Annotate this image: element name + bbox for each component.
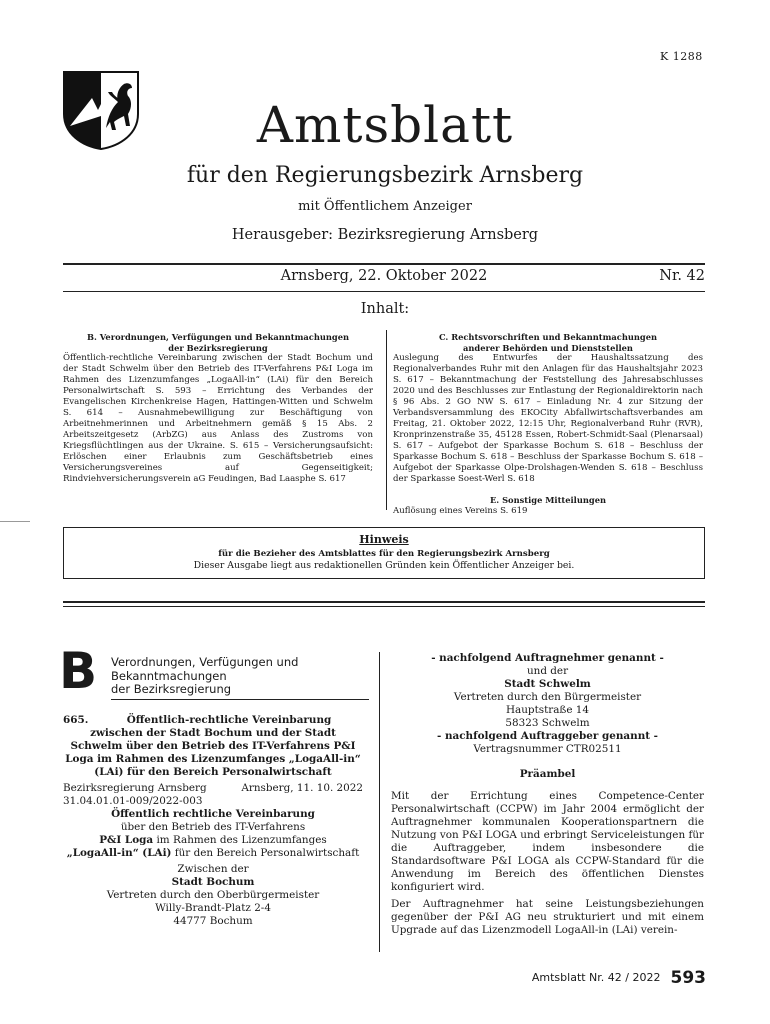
party-city: 44777 Bochum — [173, 915, 253, 927]
paragraph: Mit der Errichtung eines Competence-Center Personalwirtschaft (CCPW) im Jahr 2004 ermöglicht der Auftragnehmer kommunalen Kooperationspartnern die Nutzung von P&I LOGA und erbringt Serviceleistungen für die Auftraggeber, indem insbesondere die Standardsoftware P&I LOGA als CCPW-Standard für die Anwendung im Bereich des öffentlichen Dienstes konfiguriert wird. — [391, 790, 704, 893]
party-representative: Vertreten durch den Bürgermeister — [453, 691, 642, 703]
column-divider — [379, 652, 380, 952]
contents-label: Inhalt: — [360, 301, 410, 317]
divider — [63, 263, 705, 265]
agreement-line: über den Betrieb des IT-Verfahrens — [120, 821, 306, 833]
agreement-text: für den Bereich Personalwirtschaft — [171, 847, 360, 859]
notice-title: Hinweis — [359, 533, 409, 546]
agreement-bold: P&I Loga — [99, 834, 154, 846]
contents-column-left — [63, 332, 373, 485]
section-heading-line: Verordnungen, Verfügungen und — [111, 655, 299, 669]
preamble-heading: Präambel — [519, 768, 576, 780]
publication-title: Amtsblatt — [256, 96, 514, 154]
contents-section-heading: B. Verordnungen, Verfügungen und Bekanntmachungen — [86, 332, 350, 342]
party-role: - nachfolgend Auftraggeber genannt - — [437, 730, 658, 742]
contents-text: Auslegung des Entwurfes der Haushaltssatzung des Regionalverbandes Ruhr mit den Anlagen für das Haushaltsjahr 2023 S. 617 – Bekanntmachung der Feststellung des Jahresabschlusses 2020 und des Beschlusses zur Entlastung der Regionaldirektorin nach § 96 Abs. 2 GO NW S. 617 – Einladung Nr. 4 zur Sitzung der Verbandsversammlung des EKOCity Abfallwirtschaftsverbandes am Freitag, 21. Oktober 2022, 12:15 Uhr, Regionalverband Ruhr (RVR), Kronprinzenstraße 35, 45128 Essen, Robert-Schmidt-Saal (Plenarsaal) S. 617 – Aufgebot der Sparkasse Bochum S. 618 – Beschluss der Sparkasse Bochum S. 618 – Beschluss der Sparkasse Bochum S. 618 – Aufgebot der Sparkasse Olpe-Drolshagen-Wenden S. 618 – Beschluss der Sparkasse Soest-Werl S. 618 — [393, 353, 703, 484]
contents-section-heading: E. Sonstige Mitteilungen — [489, 495, 607, 505]
contract-number: Vertragsnummer CTR02511 — [473, 743, 622, 755]
section-heading-line: Bekanntmachungen — [111, 668, 227, 683]
divider — [63, 606, 705, 607]
party-city: 58323 Schwelm — [505, 717, 590, 729]
and-label: und der — [526, 665, 569, 677]
agreement-line — [63, 847, 363, 860]
contents-section-heading: C. Rechtsvorschriften und Bekanntmachungen — [438, 332, 658, 342]
agreement-bold: „LogaAll-in“ (LAi) — [66, 847, 172, 859]
page-number: 593 — [670, 967, 706, 988]
contents-text: Öffentlich-rechtliche Vereinbarung zwischen der Stadt Bochum und der Stadt Schwelm über den Betrieb des IT-Verfahrens P&I Loga im Rahmen des Lizenzumfanges „LogaAll-in“ (LAi) für den Bereich Personalwirtschaft S. 593 – Errichtung des Verbandes der Evangelischen Kirchenkreise Hagen, Hattingen-Witten und Schwelm S. 614 – Ausnahmebewilligung zur Beschäftigung von Arbeitnehmerinnen und Arbeitnehmern gemäß § 15 Abs. 2 Arbeitszeitgesetz (ArbZG) aus Anlass des Zustroms von Kriegsflüchtlingen aus der Ukraine. S. 615 – Versicherungsaufsicht: Erlöschen einer Erlaubnis zum Geschäftsbetrieb eines Versicherungsvereines auf Gegenseitigkeit; Rindviehversicherungsverein aG Feudingen, Bad Laasphe S. 617 — [63, 353, 373, 484]
party-name: Stadt Bochum — [171, 876, 255, 888]
document-reference: K 1288 — [660, 50, 703, 63]
margin-mark — [0, 521, 30, 522]
paragraph: Der Auftragnehmer hat seine Leistungsbeziehungen gegenüber der P&I AG neu strukturiert und mit einem Upgrade auf das Lizenzmodell LogaAll-in (LAi) verein- — [391, 898, 704, 936]
article-left-column — [63, 714, 363, 928]
issue-number: Nr. 42 — [659, 268, 705, 284]
agreement-line — [63, 834, 363, 847]
publisher: Herausgeber: Bezirksregierung Arnsberg — [231, 227, 539, 243]
contents-section-heading: anderer Behörden und Dienststellen — [463, 342, 633, 353]
page-footer — [532, 967, 706, 988]
contents-text: Auflösung eines Vereins S. 619 — [393, 505, 528, 516]
contents-column-right — [393, 332, 703, 517]
notice-box — [63, 527, 705, 579]
contents-section-heading: der Bezirksregierung — [168, 342, 268, 353]
agreement-title: Öffentlich rechtliche Vereinbarung — [111, 808, 315, 820]
party-representative: Vertreten durch den Oberbürgermeister — [106, 889, 320, 901]
section-heading-line: der Bezirksregierung — [111, 682, 232, 696]
entry-meta — [63, 782, 363, 795]
divider — [63, 291, 705, 292]
agreement-text: im Rahmen des Lizenzumfanges — [153, 834, 327, 846]
entry-date: Arnsberg, 11. 10. 2022 — [241, 782, 363, 794]
publication-subtitle: für den Regierungsbezirk Arnsberg — [186, 163, 584, 188]
footer-issue: Amtsblatt Nr. 42 / 2022 — [531, 971, 661, 984]
section-heading — [111, 656, 369, 700]
entry-title — [63, 714, 363, 779]
party-street: Hauptstraße 14 — [505, 704, 590, 716]
between-label: Zwischen der — [177, 863, 249, 875]
party-street: Willy-Brandt-Platz 2-4 — [155, 902, 271, 914]
supplement-note: mit Öffentlichem Anzeiger — [298, 199, 472, 214]
entry-authority: Bezirksregierung Arnsberg — [63, 782, 207, 794]
notice-text: Dieser Ausgabe liegt aus redaktionellen Gründen kein Öffentlicher Anzeiger bei. — [193, 560, 575, 571]
column-divider — [386, 330, 387, 510]
article-right-column — [391, 652, 704, 941]
party-role: - nachfolgend Auftragnehmer genannt - — [431, 652, 664, 664]
file-number: 31.04.01.01-009/2022-003 — [63, 795, 203, 807]
notice-recipients: für die Bezieher des Amtsblattes für den Regierungsbezirk Arnsberg — [218, 549, 550, 559]
section-letter: B — [59, 642, 98, 700]
party-name: Stadt Schwelm — [504, 678, 591, 690]
divider — [63, 601, 705, 603]
issue-date: Arnsberg, 22. Oktober 2022 — [280, 268, 488, 284]
entry-title-line: Öffentlich-rechtliche Vereinbarung — [126, 714, 332, 726]
entry-title-rest: zwischen der Stadt Bochum und der Stadt Schwelm über den Betrieb des IT-Verfahrens P&I Loga im Rahmen des Lizenzumfanges „LogaAll-in“ (LAi) für den Bereich Personalwirtschaft — [65, 727, 361, 778]
entry-number: 665. — [63, 714, 89, 726]
issue-dateline — [63, 268, 705, 284]
